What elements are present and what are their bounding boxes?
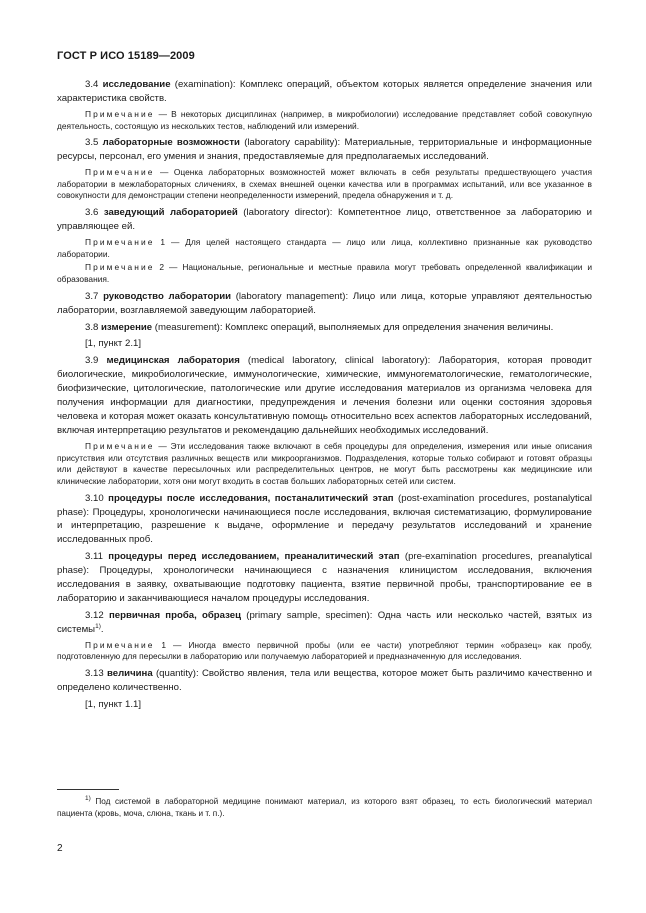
term-3-12: 3.12 первичная проба, образец (primary sample, specimen): Одна часть или несколько частей, взятых из системы$^{1)}$. xyxy=(57,609,592,635)
note-3-9: Примечание — Эти исследования также включают в себя процедуры для определения, измерения или иные описания присутствия или отсутствия различных веществ или микроорганизмов. Подразделения, которые только собирают и готовят образцы или действуют в качестве пересылочных или распределительных центров, не могут быть рассмотрены как медицинские или клинические лаборатории, хотя они могут входить в состав больших лабораторных сетей или систем. xyxy=(57,440,592,486)
reference-3-8: [1, пункт 2.1] xyxy=(85,338,141,350)
note-3-6-1: Примечание 1 — Для целей настоящего стандарта — лицо или лица, коллективно признанные как руководство лаборатории. xyxy=(57,236,593,259)
term-3-13: 3.13 величина (quantity): Свойство явления, тела или вещества, которое может быть различимо качественно и определено количественно. xyxy=(57,668,592,694)
term-3-6: 3.6 заведующий лабораторией (laboratory director): Компетентное лицо, ответственное за лабораторию и управляющее ей. xyxy=(57,207,593,233)
document-body xyxy=(57,78,592,715)
term-3-4: 3.4 исследование (examination): Комплекс операций, объектом которых является определение значения или характеристика свойств. xyxy=(57,79,593,104)
term-3-11: 3.11 процедуры перед исследованием, преаналитический этап (pre-examination procedures, preanalytical phase): Процедуры, хронологически начинающиеся с назначения клиницистом исследования, включения исследования в заявку, охватывающие подготовку пациента, взятие первичной пробы, транспортирование ее в лабораторию и заканчивающиеся началом процедуры исследования. xyxy=(57,551,593,604)
term-3-9: 3.9 медицинская лаборатория (medical laboratory, clinical laboratory): Лаборатория, которая проводит биологические, микробиологические, иммунологические, химические, иммуногематологические, гематологические, биофизические, цитологические, патологические или другие исследования материалов из организма человека для получения информации для диагностики, предупреждения и лечения болезни или оценки состояния здоровья человека и которая может оказать консультативную помощь относительно всех аспектов лабораторных исследований, включая интерпретацию результатов и рекомендацию дальнейших необходимых исследований. xyxy=(57,355,592,436)
footnote-marker: 1) xyxy=(95,622,101,630)
term-3-5: 3.5 лабораторные возможности (laboratory capability): Материальные, территориальные и информационные ресурсы, персонал, его умения и знания, предоставляемые для предполагаемых исследований. xyxy=(57,137,592,163)
page-number: 2 xyxy=(57,843,63,854)
term-3-7: 3.7 руководство лаборатории (laboratory management): Лицо или лица, которые управляют деятельностью лаборатории, возглавляемой заведующим лабораторией. xyxy=(57,290,592,316)
reference-3-13: [1, пункт 1.1] xyxy=(85,698,141,710)
footnote-divider xyxy=(57,789,119,790)
note-3-5: Примечание — Оценка лабораторных возможностей может включать в себя результаты предшествующего участия лаборатории в межлабораторных сличениях, в схемах внешней оценки качества или в программах испытаний, или все указанное в совокупности для демонстрации степени неопределенности измерений, предела обнаружения и т. д. xyxy=(57,167,593,201)
note-3-6-2: Примечание 2 — Национальные, региональные и местные правила могут требовать определенной квалификации и образования. xyxy=(57,262,593,285)
footnote: $^{1)}$ Под системой в лабораторной медицине понимают материал, из которого взят образец, то есть биологический материал пациента (кровь, моча, слюна, ткань и т. п.). xyxy=(57,795,592,818)
note-3-4: Примечание — В некоторых дисциплинах (например, в микробиологии) исследование представляет собой совокупную деятельность, состоящую из нескольких тестов, наблюдений или измерений. xyxy=(57,108,593,131)
term-3-8: 3.8 измерение (measurement): Комплекс операций, выполняемых для определения значения величины. xyxy=(85,321,554,333)
term-3-10: 3.10 процедуры после исследования, постаналитический этап (post-examination procedures, postanalytical phase): Процедуры, хронологически начинающиеся после исследования, включая систематизацию, формулирование и интерпретацию, разрешение к выдаче, оформление и передачу результатов исследований и хранение исследованных проб. xyxy=(57,492,593,546)
note-3-12-1: Примечание 1 — Иногда вместо первичной пробы (или ее части) употребляют термин «образец» как пробу, подготовленную для пересылки в лабораторию или получаемую лабораторией и предназначенную для исследования. xyxy=(57,639,592,662)
document-header: ГОСТ Р ИСО 15189—2009 xyxy=(57,50,195,62)
